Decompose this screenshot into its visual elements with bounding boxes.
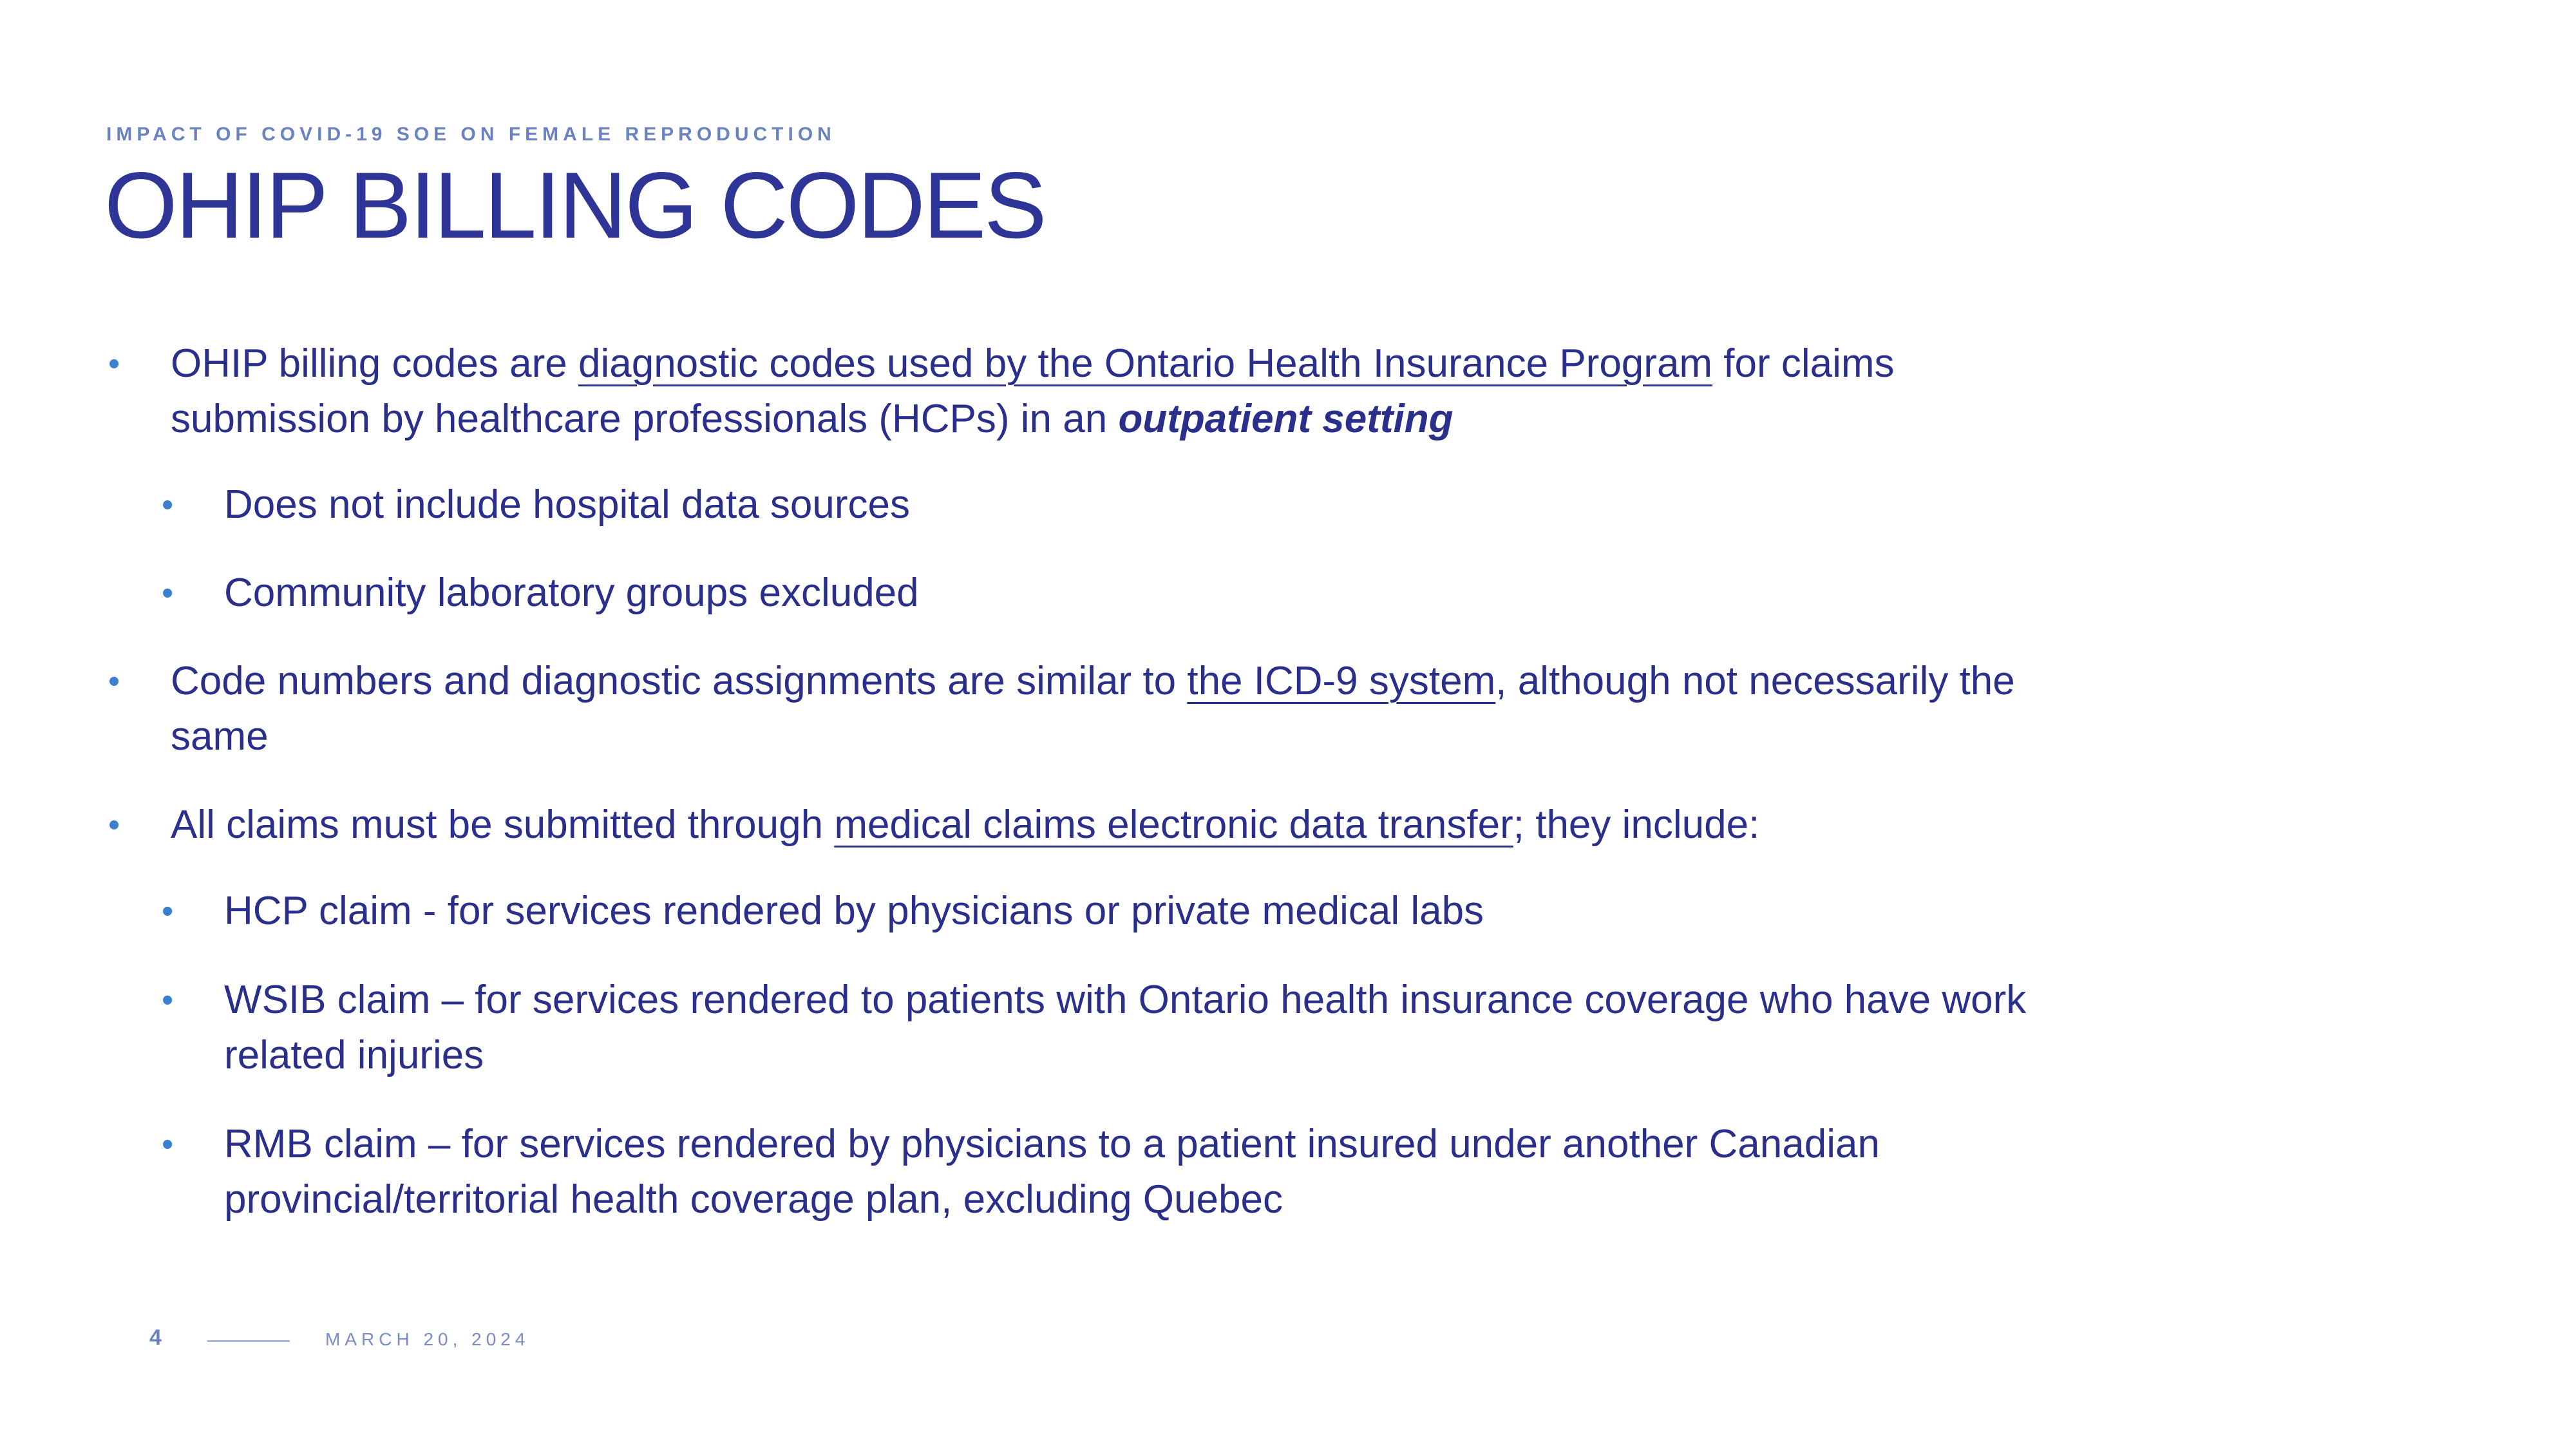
- bullet-item-icd9: [108, 654, 2070, 764]
- footer-date: MARCH 20, 2024: [325, 1329, 530, 1349]
- bullet-text: Community laboratory groups excluded: [224, 571, 919, 615]
- bullet-text: ; they include:: [1513, 802, 1760, 847]
- bullet-text: All claims must be submitted through: [171, 802, 835, 847]
- bullet-text: RMB claim – for services rendered by physicians to a patient insured under another Canadian provincial/territorial health coverage plan, excluding Quebec: [224, 1122, 1880, 1222]
- slide-title: OHIP BILLING CODES: [104, 153, 1045, 258]
- bullet-text: Code numbers and diagnostic assignments are similar to: [171, 659, 1188, 703]
- bullet-item-ohip-definition: [108, 336, 2070, 447]
- page-number: 4: [149, 1325, 162, 1350]
- sub-bullet-hospital-data: [162, 477, 2092, 533]
- bullet-marker: •: [162, 486, 174, 524]
- bullet-text: OHIP billing codes are: [171, 341, 578, 386]
- bullet-text: HCP claim - for services rendered by physicians or private medical labs: [224, 889, 1484, 933]
- bullet-text: for claims submission by healthcare professionals (HCPs) in an: [171, 341, 1895, 441]
- sub-bullet-wsib-claim: [162, 972, 2092, 1083]
- icd9-link[interactable]: the ICD-9 system: [1187, 659, 1496, 703]
- bullet-text: Does not include hospital data sources: [224, 482, 910, 527]
- bullet-marker: •: [108, 663, 120, 700]
- footer-divider: [207, 1340, 290, 1342]
- sub-bullet-community-labs: [162, 565, 2092, 621]
- bullet-marker: •: [162, 893, 174, 930]
- emphasis-text: outpatient setting: [1118, 397, 1454, 441]
- bullet-marker: •: [108, 345, 120, 383]
- bullet-item-claims: [108, 797, 2070, 853]
- edt-link[interactable]: medical claims electronic data transfer: [834, 802, 1513, 847]
- bullet-marker: •: [162, 981, 174, 1019]
- bullet-marker: •: [162, 1126, 174, 1163]
- bullet-text: WSIB claim – for services rendered to patients with Ontario health insurance coverage who have work related injuries: [224, 978, 2027, 1077]
- sub-bullet-rmb-claim: [162, 1117, 2092, 1227]
- diagnostic-codes-link[interactable]: diagnostic codes used by the Ontario Health Insurance Program: [578, 341, 1713, 386]
- sub-bullet-hcp-claim: [162, 884, 2092, 939]
- bullet-text: , although not necessarily the same: [171, 659, 2015, 759]
- section-eyebrow: IMPACT OF COVID-19 SOE ON FEMALE REPRODUCTION: [106, 124, 836, 145]
- bullet-marker: •: [108, 806, 120, 844]
- bullet-marker: •: [162, 574, 174, 612]
